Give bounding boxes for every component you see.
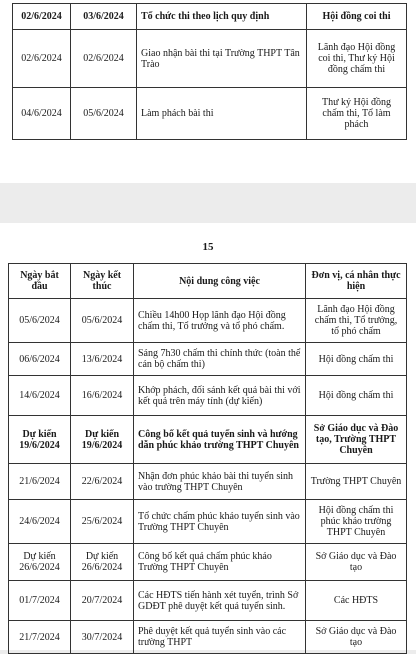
table-row bbox=[13, 30, 407, 88]
cell-end-date: 22/6/2024 bbox=[71, 464, 134, 500]
table-row bbox=[9, 581, 407, 621]
cell-unit: Trường THPT Chuyên bbox=[306, 464, 407, 500]
cell-end-date: 25/6/2024 bbox=[71, 500, 134, 544]
cell-unit: Hội đồng chấm thi phúc khảo trường THPT Chuyên bbox=[306, 500, 407, 544]
cell-start-date: 06/6/2024 bbox=[9, 343, 71, 376]
cell-start-date: 01/7/2024 bbox=[9, 581, 71, 621]
cell-content: Nhận đơn phúc khảo bài thi tuyển sinh vào trường THPT Chuyên bbox=[134, 464, 306, 500]
cell-start-date: 02/6/2024 bbox=[13, 30, 71, 88]
cell-unit: Lãnh đạo Hội đồng chấm thi, Tổ trưởng, tổ phó chấm bbox=[306, 299, 407, 343]
cell-unit: Lãnh đạo Hội đồng coi thi, Thư ký Hội đồng chấm thi bbox=[307, 30, 407, 88]
cell-unit: Sở Giáo dục và Đào tạo bbox=[306, 621, 407, 654]
table-row bbox=[9, 299, 407, 343]
cell-start-date: 04/6/2024 bbox=[13, 88, 71, 140]
cell-end-date: 30/7/2024 bbox=[71, 621, 134, 654]
cell-content: Tổ chức chấm phúc khảo tuyển sinh vào Trường THPT Chuyên bbox=[134, 500, 306, 544]
cell-start-date: 21/7/2024 bbox=[9, 621, 71, 654]
cell-content: Khớp phách, đối sánh kết quả bài thi với kết quả trên máy tính (dự kiến) bbox=[134, 376, 306, 416]
cell-end-date: 05/6/2024 bbox=[71, 299, 134, 343]
cell-end-date: 03/6/2024 bbox=[71, 4, 137, 30]
cell-start-date: 24/6/2024 bbox=[9, 500, 71, 544]
table-row bbox=[9, 343, 407, 376]
cell-unit: Thư ký Hội đồng chấm thi, Tổ làm phách bbox=[307, 88, 407, 140]
table-row bbox=[13, 4, 407, 30]
table-row bbox=[13, 88, 407, 140]
cell-content: Giao nhận bài thi tại Trường THPT Tân Trào bbox=[137, 30, 307, 88]
cell-content: Công bố kết quả chấm phúc khảo Trường THPT Chuyên bbox=[134, 544, 306, 581]
cell-unit: Hội đồng chấm thi bbox=[306, 376, 407, 416]
cell-end-date: 13/6/2024 bbox=[71, 343, 134, 376]
page-15 bbox=[0, 223, 416, 650]
cell-start-date: Dự kiến 19/6/2024 bbox=[9, 416, 71, 464]
page-top bbox=[0, 0, 416, 183]
cell-content: Sáng 7h30 chấm thi chính thức (toàn thể cán bộ chấm thi) bbox=[134, 343, 306, 376]
header-start: Ngày bắt đầu bbox=[9, 264, 71, 299]
cell-unit: Sở Giáo dục và Đào tạo bbox=[306, 544, 407, 581]
table-row bbox=[9, 376, 407, 416]
cell-end-date: 16/6/2024 bbox=[71, 376, 134, 416]
cell-start-date: 14/6/2024 bbox=[9, 376, 71, 416]
table-row bbox=[9, 464, 407, 500]
cell-unit: Hội đồng chấm thi bbox=[306, 343, 407, 376]
cell-content: Làm phách bài thi bbox=[137, 88, 307, 140]
cell-start-date: 05/6/2024 bbox=[9, 299, 71, 343]
header-row bbox=[9, 264, 407, 299]
cell-unit: Hội đồng coi thi bbox=[307, 4, 407, 30]
cell-unit: Các HĐTS bbox=[306, 581, 407, 621]
cell-end-date: 05/6/2024 bbox=[71, 88, 137, 140]
cell-end-date: Dự kiến 26/6/2024 bbox=[71, 544, 134, 581]
cell-content: Tổ chức thi theo lịch quy định bbox=[137, 4, 307, 30]
table-row bbox=[9, 500, 407, 544]
cell-start-date: 21/6/2024 bbox=[9, 464, 71, 500]
cell-content: Phê duyệt kết quả tuyển sinh vào các trường THPT bbox=[134, 621, 306, 654]
header-end: Ngày kết thúc bbox=[71, 264, 134, 299]
cell-start-date: Dự kiến 26/6/2024 bbox=[9, 544, 71, 581]
top-schedule-table bbox=[12, 3, 407, 140]
cell-end-date: Dự kiến 19/6/2024 bbox=[71, 416, 134, 464]
table-row bbox=[9, 416, 407, 464]
header-content: Nội dung công việc bbox=[134, 264, 306, 299]
header-unit: Đơn vị, cá nhân thực hiện bbox=[306, 264, 407, 299]
cell-end-date: 20/7/2024 bbox=[71, 581, 134, 621]
table-row bbox=[9, 621, 407, 654]
cell-end-date: 02/6/2024 bbox=[71, 30, 137, 88]
cell-start-date: 02/6/2024 bbox=[13, 4, 71, 30]
cell-content: Công bố kết quả tuyển sinh và hướng dẫn phúc khảo trường THPT Chuyên bbox=[134, 416, 306, 464]
main-schedule-table bbox=[8, 263, 407, 654]
table-row bbox=[9, 544, 407, 581]
cell-content: Các HĐTS tiến hành xét tuyển, trình Sở GDĐT phê duyệt kết quả tuyển sinh. bbox=[134, 581, 306, 621]
cell-unit: Sở Giáo dục và Đào tạo, Trường THPT Chuyên bbox=[306, 416, 407, 464]
page-number: 15 bbox=[202, 241, 214, 253]
cell-content: Chiều 14h00 Họp lãnh đạo Hội đồng chấm thi, Tổ trưởng và tổ phó chấm. bbox=[134, 299, 306, 343]
